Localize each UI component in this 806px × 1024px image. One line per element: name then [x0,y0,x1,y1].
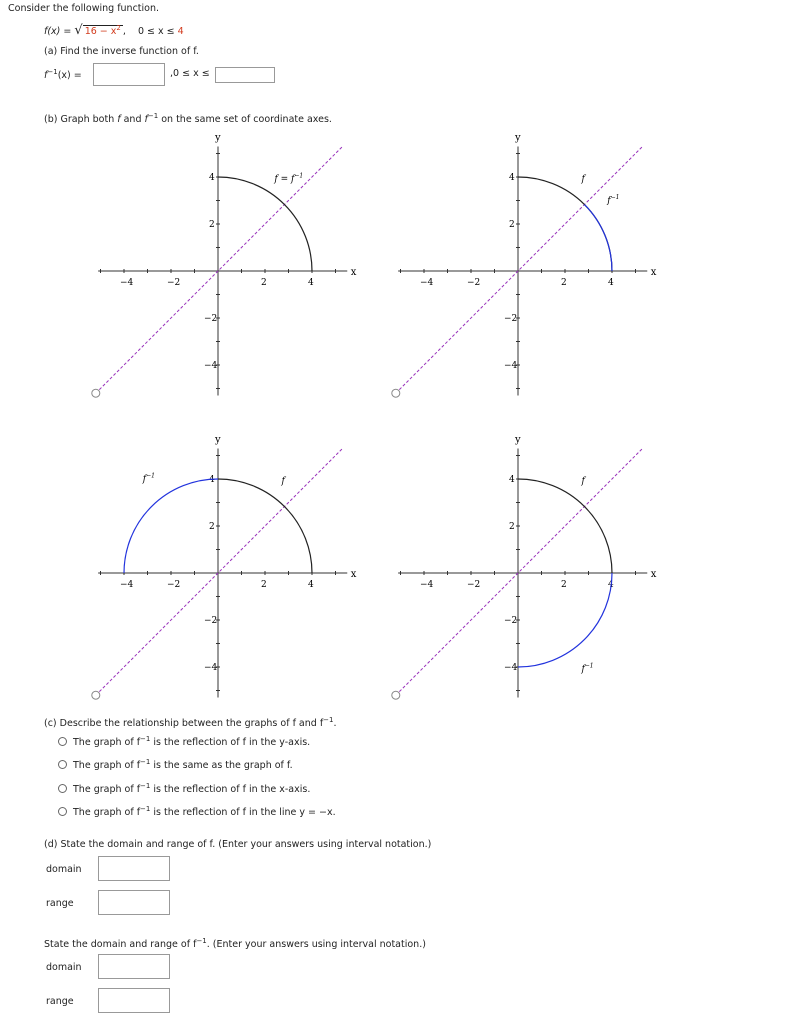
sqrt-sign: √ [74,23,83,38]
graph-option-1[interactable] [80,128,370,400]
y-tick-label: −2 [504,314,518,324]
line-y-equals-x [96,146,343,393]
open-endpoint-circle [92,389,100,397]
y-tick-label: 4 [509,173,515,183]
x-tick-label: 2 [561,278,567,288]
x-axis-label: x [350,569,357,580]
x-tick-label: −4 [120,580,134,590]
f-inverse-label-exponent: −1 [146,472,156,480]
part-d-prompt: (d) State the domain and range of f. (Enter your answers using interval notation.) [44,839,432,850]
x-tick-label: 2 [561,580,567,590]
f-curve-label: f [581,476,585,487]
x-tick-label: −4 [420,580,434,590]
x-tick-label: −2 [167,278,181,288]
radio-button[interactable] [58,784,67,793]
graph-option-2[interactable] [380,128,670,400]
x-tick-label: 2 [261,580,267,590]
x-tick-label: 4 [308,278,314,288]
inverse-domain-text: ,0 ≤ x ≤ [170,68,210,79]
y-tick-label: −2 [504,616,518,626]
radio-button[interactable] [58,760,67,769]
x-tick-label: −4 [420,278,434,288]
x-tick-label: −2 [167,580,181,590]
x-tick-label: 4 [608,278,614,288]
x-tick-label: 2 [261,278,267,288]
y-axis-label: y [215,132,221,144]
y-tick-label: −4 [204,663,218,673]
y-axis-label: y [515,132,521,144]
function-domain: 0 ≤ x ≤ [137,26,178,37]
y-axis-label: y [515,434,521,446]
radio-button[interactable] [58,737,67,746]
f-inverse-curve-label: $f^{-1}$ [607,193,620,206]
f-inverse-label-exponent: −1 [584,662,594,670]
y-tick-label: −4 [504,361,518,371]
y-tick-label: 2 [209,220,215,230]
y-tick-label: 2 [509,522,515,532]
y-tick-label: 4 [509,475,515,485]
function-domain-end: 4 [177,26,184,37]
radio-button[interactable] [58,807,67,816]
function-definition: f(x) = √ $16 - x^2$ , 0 ≤ x ≤ 4 [44,23,184,38]
open-endpoint-circle [392,389,400,397]
x-axis-label: x [650,569,657,580]
f-curve-label: f [581,174,585,185]
x-tick-label: 4 [308,580,314,590]
part-b-prompt: (b) Graph both f and $f^{-1}$ on the same set of coordinate axes. [44,112,332,126]
inverse-domain-upper-input[interactable] [215,67,275,83]
y-tick-label: 4 [209,475,215,485]
y-tick-label: 2 [509,220,515,230]
open-endpoint-circle [92,691,100,699]
graph-option-3[interactable] [80,430,370,702]
x-tick-label: −4 [120,278,134,288]
f-domain-label: domain [46,864,82,875]
f-label-exponent: −1 [294,172,304,180]
y-tick-label: −2 [204,616,218,626]
part-a-prompt: (a) Find the inverse function of f. [44,46,199,57]
y-tick-label: 2 [209,522,215,532]
f-inverse-curve-label: $f^{-1}$ [142,472,156,485]
f-range-label: range [46,898,74,909]
y-tick-label: 4 [209,173,215,183]
part-c-prompt: (c) Describe the relationship between the graphs of f and $f^{-1}$. [44,716,337,730]
y-tick-label: −2 [204,314,218,324]
finv-domain-input[interactable] [98,954,170,979]
f-inverse-curve-label: $f^{-1}$ [581,662,594,675]
option-reflect-line-neg-x[interactable]: The graph of $f^{-1}$ is the reflection of f in the line y = −x. [58,805,336,818]
x-tick-label: −2 [467,278,481,288]
line-y-equals-x [96,448,343,695]
f-inverse-curve [584,205,612,271]
f-inverse-label-exponent: −1 [610,193,620,201]
finv-range-input[interactable] [98,988,170,1013]
x-tick-label: −2 [467,580,481,590]
open-endpoint-circle [392,691,400,699]
y-axis-label: y [215,434,221,446]
f-curve-label: $f = f^{-1}$ [274,172,304,185]
y-tick-label: −4 [504,663,518,673]
line-y-equals-x [396,146,643,393]
option-same-graph[interactable]: The graph of $f^{-1}$ is the same as the graph of f. [58,758,293,771]
y-tick-label: −4 [204,361,218,371]
function-lhs: f(x) = [44,26,72,37]
intro-text: Consider the following function. [8,3,160,14]
x-tick-label: 4 [608,580,614,590]
x-axis-label: x [350,267,357,278]
inverse-lhs: $f^{-1}(x)$ = [44,68,82,82]
finv-range-label: range [46,996,74,1007]
inverse-function-input[interactable] [93,63,165,86]
f-curve-label: f [281,476,285,487]
line-y-equals-x [396,448,643,695]
finv-domain-label: domain [46,962,82,973]
f-domain-input[interactable] [98,856,170,881]
inverse-domain-range-prompt: State the domain and range of $f^{-1}$. (Enter your answers using interval notation.) [44,937,426,951]
option-reflect-x-axis[interactable]: The graph of $f^{-1}$ is the reflection of f in the x-axis. [58,782,310,795]
f-range-input[interactable] [98,890,170,915]
graph-option-4[interactable] [380,430,670,702]
radicand: $16 - x^2$ [84,23,121,37]
x-axis-label: x [650,267,657,278]
f-inverse-curve [124,479,218,573]
option-reflect-y-axis[interactable]: The graph of $f^{-1}$ is the reflection of f in the y-axis. [58,735,310,748]
